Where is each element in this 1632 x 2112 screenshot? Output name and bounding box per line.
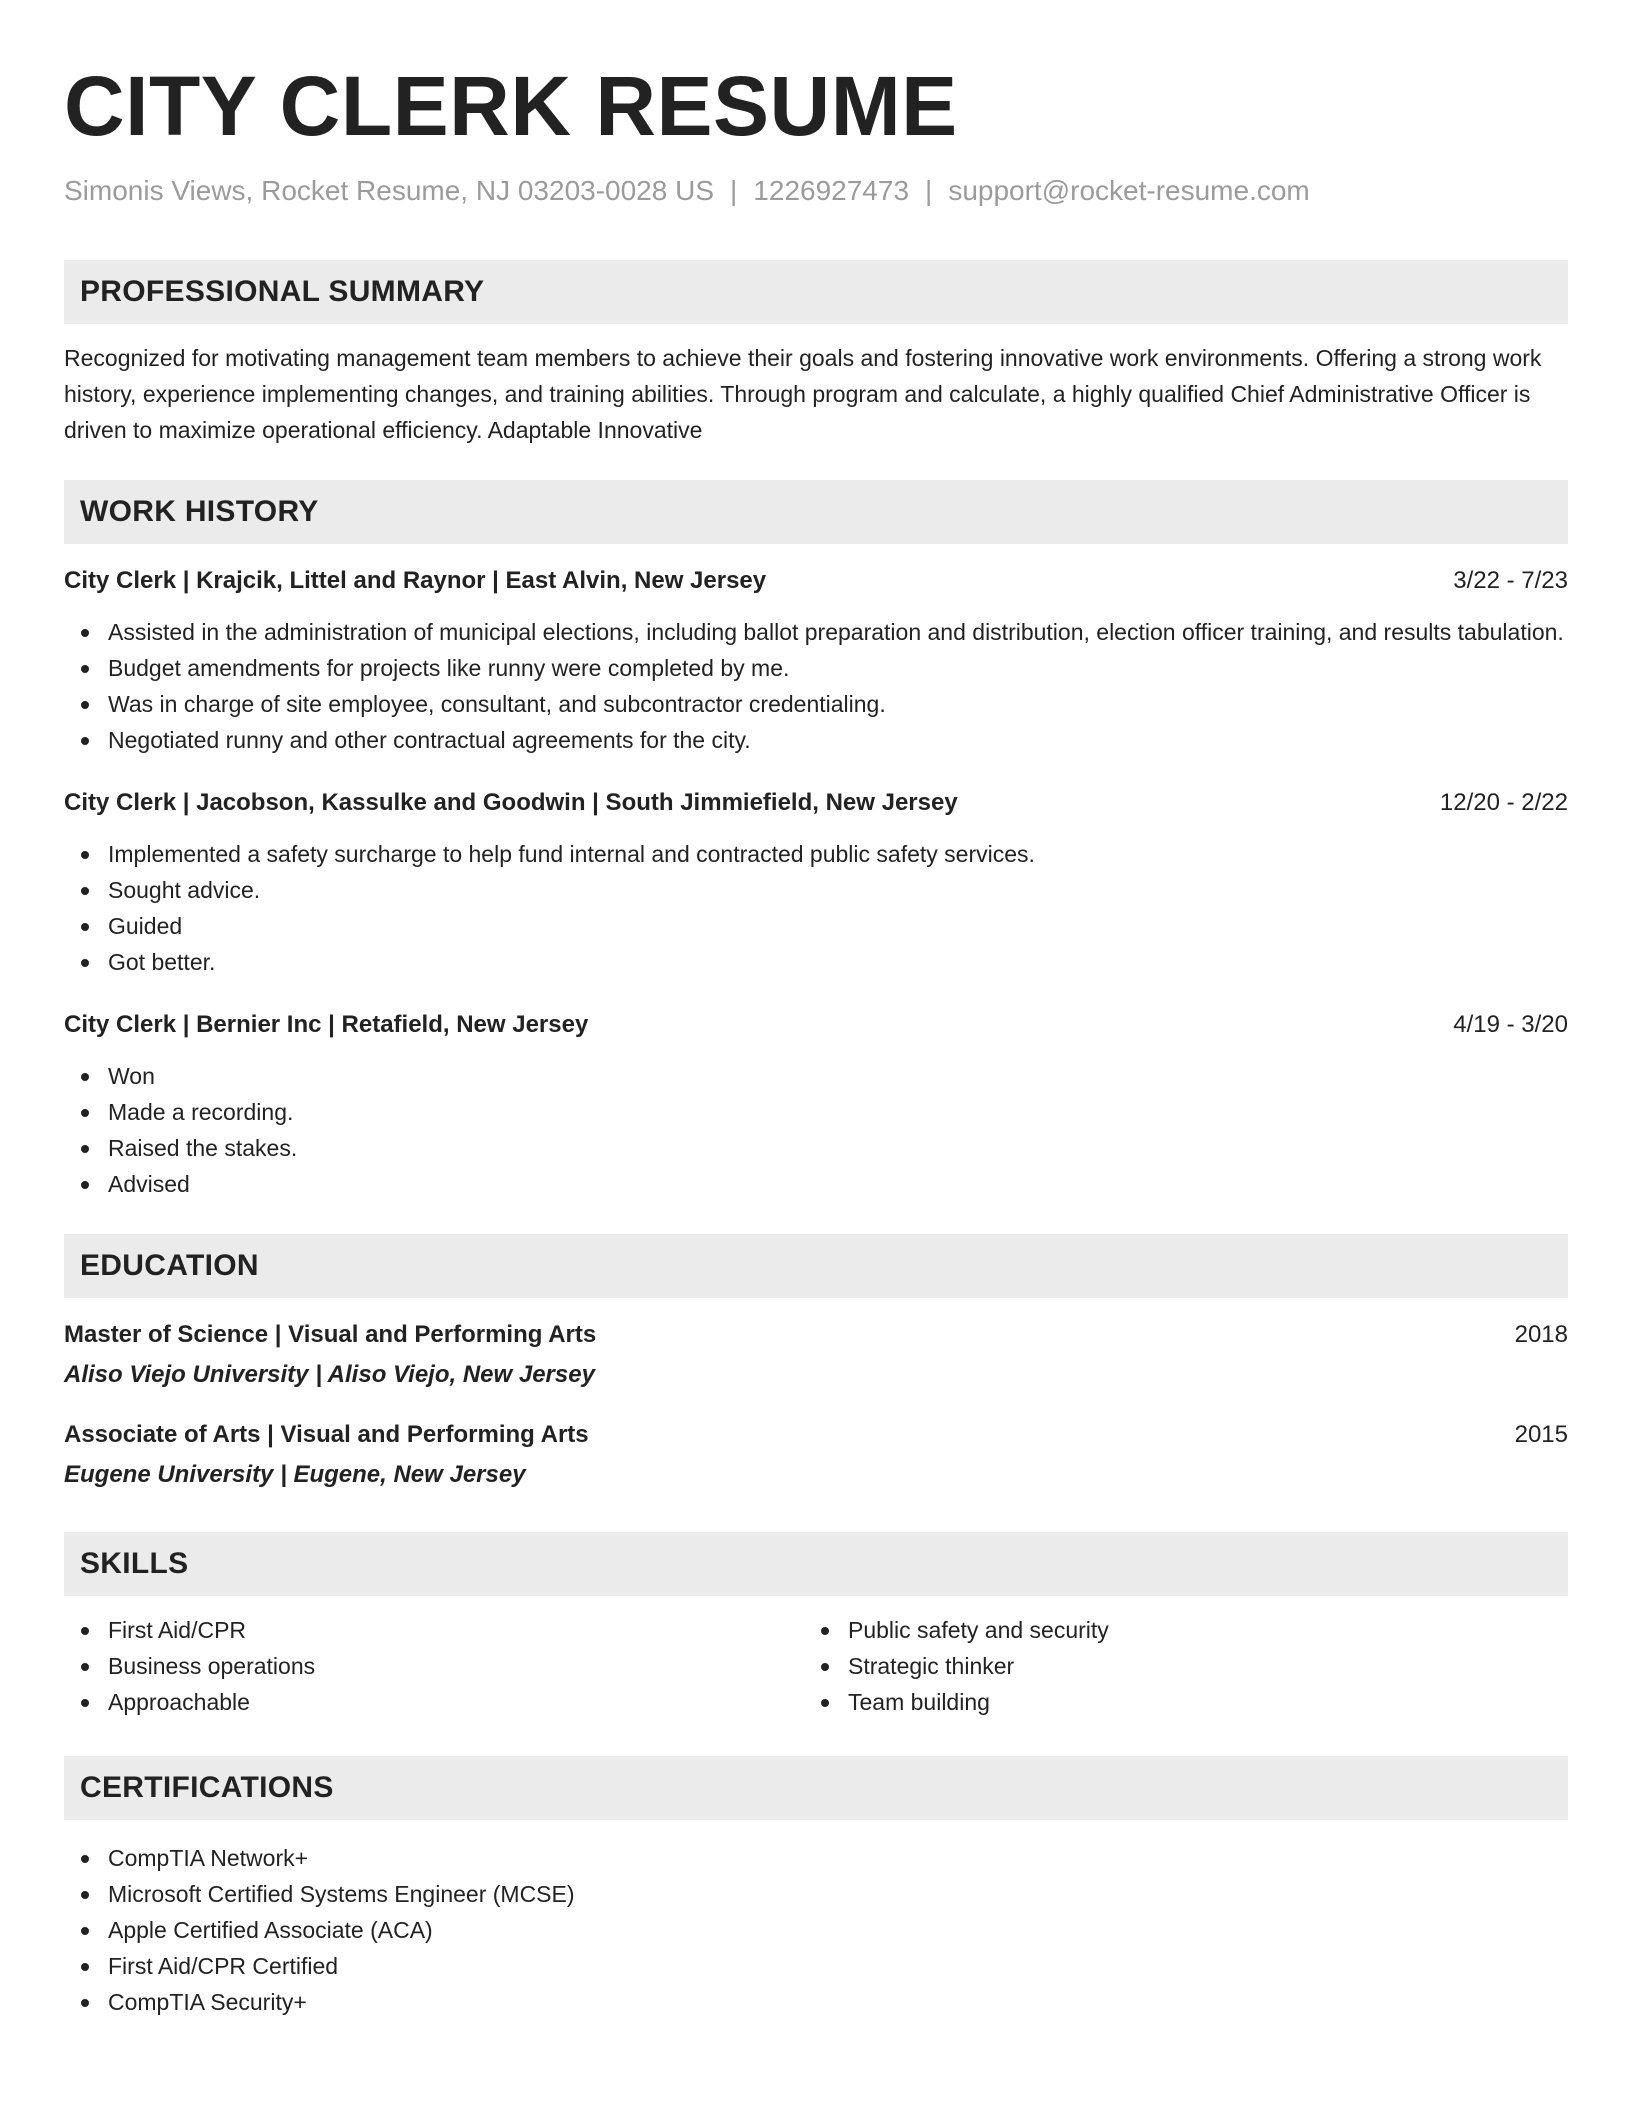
skills-section bbox=[64, 1532, 1568, 1720]
section-heading-work-history: WORK HISTORY bbox=[64, 480, 1568, 544]
certification-item: Apple Certified Associate (ACA) bbox=[64, 1912, 1568, 1948]
contact-phone: 1226927473 bbox=[753, 175, 910, 206]
job-dates: 4/19 - 3/20 bbox=[1453, 1011, 1568, 1038]
education-school: Eugene University | Eugene, New Jersey bbox=[64, 1461, 526, 1488]
contact-line bbox=[64, 174, 1568, 208]
skills-list-left bbox=[64, 1612, 804, 1720]
education-header bbox=[64, 1318, 1568, 1352]
skill-item: First Aid/CPR bbox=[64, 1612, 804, 1648]
section-heading-skills: SKILLS bbox=[64, 1532, 1568, 1596]
resume-title: CITY CLERK RESUME bbox=[64, 59, 958, 153]
job-bullet: Guided bbox=[64, 908, 1568, 944]
certification-item: First Aid/CPR Certified bbox=[64, 1948, 1568, 1984]
job-header bbox=[64, 1008, 1568, 1042]
education-entry bbox=[64, 1318, 1568, 1392]
certification-item: CompTIA Network+ bbox=[64, 1840, 1568, 1876]
job-title: City Clerk | Jacobson, Kassulke and Goodwin | South Jimmiefield, New Jersey bbox=[64, 789, 958, 816]
job-header bbox=[64, 786, 1568, 820]
skills-grid bbox=[64, 1612, 1568, 1720]
education-section bbox=[64, 1234, 1568, 1492]
education-degree: Master of Science | Visual and Performing Arts bbox=[64, 1321, 597, 1348]
education-school: Aliso Viejo University | Aliso Viejo, New Jersey bbox=[64, 1361, 595, 1388]
job-bullet: Advised bbox=[64, 1166, 1568, 1202]
skill-item: Approachable bbox=[64, 1684, 804, 1720]
work-history-section bbox=[64, 480, 1568, 1202]
job-bullet: Made a recording. bbox=[64, 1094, 1568, 1130]
job-entry bbox=[64, 1008, 1568, 1202]
job-bullet-list bbox=[64, 836, 1568, 980]
section-heading-certifications: CERTIFICATIONS bbox=[64, 1756, 1568, 1820]
job-entry bbox=[64, 564, 1568, 758]
education-degree: Associate of Arts | Visual and Performing Arts bbox=[64, 1421, 589, 1448]
education-entry bbox=[64, 1418, 1568, 1492]
job-title: City Clerk | Krajcik, Littel and Raynor | East Alvin, New Jersey bbox=[64, 567, 767, 594]
education-header bbox=[64, 1418, 1568, 1452]
skill-item: Business operations bbox=[64, 1648, 804, 1684]
job-header bbox=[64, 564, 1568, 598]
education-year: 2015 bbox=[1514, 1421, 1568, 1448]
skill-item: Public safety and security bbox=[804, 1612, 1544, 1648]
job-dates: 12/20 - 2/22 bbox=[1439, 789, 1568, 816]
job-title: City Clerk | Bernier Inc | Retafield, New Jersey bbox=[64, 1011, 589, 1038]
summary-section bbox=[64, 260, 1568, 448]
contact-address: Simonis Views, Rocket Resume, NJ 03203-0028 US bbox=[64, 175, 715, 206]
education-year: 2018 bbox=[1514, 1321, 1568, 1348]
section-heading-summary: PROFESSIONAL SUMMARY bbox=[64, 260, 1568, 324]
contact-email: support@rocket-resume.com bbox=[948, 175, 1310, 206]
job-bullet: Implemented a safety surcharge to help fund internal and contracted public safety services. bbox=[64, 836, 1568, 872]
job-dates: 3/22 - 7/23 bbox=[1453, 567, 1568, 594]
certification-item: CompTIA Security+ bbox=[64, 1984, 1568, 2020]
contact-separator: | bbox=[730, 175, 738, 206]
skills-list-right bbox=[804, 1612, 1544, 1720]
skill-item: Strategic thinker bbox=[804, 1648, 1544, 1684]
job-bullet: Budget amendments for projects like runny were completed by me. bbox=[64, 650, 1568, 686]
summary-text: Recognized for motivating management team members to achieve their goals and fostering innovative work environments. Offering a strong work history, experience implementing changes, and training abilities. Through program and calculate, a highly qualified Chief Administrative Officer is driven to maximize operational efficiency. Adaptable Innovative bbox=[64, 345, 1542, 443]
certification-item: Microsoft Certified Systems Engineer (MCSE) bbox=[64, 1876, 1568, 1912]
job-bullet: Negotiated runny and other contractual agreements for the city. bbox=[64, 722, 1568, 758]
job-entry bbox=[64, 786, 1568, 980]
job-bullet: Was in charge of site employee, consultant, and subcontractor credentialing. bbox=[64, 686, 1568, 722]
certifications-list bbox=[64, 1840, 1568, 2020]
contact-separator: | bbox=[925, 175, 933, 206]
section-heading-education: EDUCATION bbox=[64, 1234, 1568, 1298]
job-bullet-list bbox=[64, 1058, 1568, 1202]
certifications-section bbox=[64, 1756, 1568, 2020]
job-bullet: Got better. bbox=[64, 944, 1568, 980]
job-bullet-list bbox=[64, 614, 1568, 758]
job-bullet: Assisted in the administration of municipal elections, including ballot preparation and distribution, election officer training, and results tabulation. bbox=[64, 614, 1568, 650]
job-bullet: Sought advice. bbox=[64, 872, 1568, 908]
job-bullet: Raised the stakes. bbox=[64, 1130, 1568, 1166]
job-bullet: Won bbox=[64, 1058, 1568, 1094]
skill-item: Team building bbox=[804, 1684, 1544, 1720]
